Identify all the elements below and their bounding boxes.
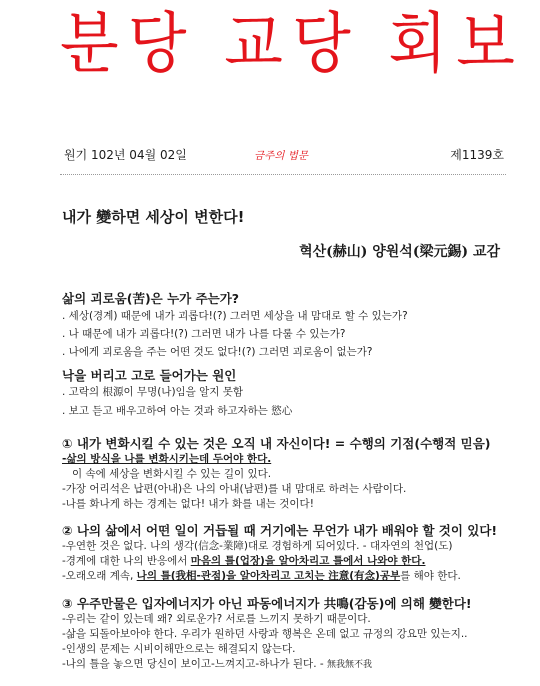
issue-info bbox=[64, 146, 504, 164]
section1-line: . 나 때문에 내가 괴롭다!(?) 그러면 내가 나를 다룰 수 있는가? bbox=[62, 328, 346, 340]
point2-line bbox=[62, 569, 461, 584]
point3-line-text: -나의 틀을 놓으면 당신이 보이고-느껴지고-하나가 된다. - bbox=[62, 658, 328, 670]
masthead-title: 분당 교당 회보 bbox=[60, 5, 525, 82]
point1-line: -가장 어리석은 납편(아내)은 나의 아내(남편)를 내 맘대로 하려는 사람이다. bbox=[62, 483, 407, 495]
article-author: 혁산(赫山) 양원석(梁元錫) 교감 bbox=[299, 244, 500, 260]
point2-line-emphasis: 마음의 틀(업장)을 알아차리고 틀에서 나와야 한다. bbox=[190, 555, 426, 567]
point2-line-text: -경계에 대한 나의 반응에서 bbox=[62, 555, 191, 567]
point3-line-hanja: 無我無不我 bbox=[327, 660, 373, 670]
point2-line-text: 를 해야 한다. bbox=[400, 570, 461, 582]
point3-line bbox=[62, 657, 372, 673]
point1-line: -나를 화나게 하는 경계는 없다! 내가 화를 내는 것이다! bbox=[62, 498, 314, 510]
point3-heading: ③ 우주만물은 입자에너지가 아닌 파동에너지가 共鳴(감동)에 의해 變한다! bbox=[62, 596, 472, 611]
weekly-dharma-label: 금주의 법문 bbox=[254, 150, 309, 162]
divider bbox=[60, 174, 506, 175]
issue-date: 원기 102년 04월 02일 bbox=[64, 148, 187, 162]
point2-heading: ② 나의 삶에서 어떤 일이 거듭될 때 거기에는 무언가 내가 배워야 할 것이 있다! bbox=[62, 523, 498, 538]
point1-line: 이 속에 세상을 변화시킬 수 있는 길이 있다. bbox=[72, 468, 272, 480]
point2-line bbox=[62, 554, 425, 569]
point3-line: -우리는 같이 있는데 왜? 외로운가? 서로를 느끼지 못하기 때문이다. bbox=[62, 613, 371, 625]
point2-line: -우연한 것은 없다. 나의 생각(信念-業障)대로 경험하게 되어있다. - 대자연의 천업(도) bbox=[62, 540, 453, 552]
section-heading-suffering: 삶의 괴로움(苦)은 누가 주는가? bbox=[62, 291, 240, 306]
point2-line-emphasis: 나의 틀(我相-관점)을 알아차리고 고치는 注意(有念)공부 bbox=[136, 570, 401, 582]
point3-line: -인생의 문제는 시비이해만으로는 해결되지 않는다. bbox=[62, 643, 296, 655]
section-heading-cause: 낙을 버리고 고로 들어가는 원인 bbox=[62, 368, 237, 383]
point1-heading: ① 내가 변화시킬 수 있는 것은 오직 내 자신이다! = 수행의 기점(수행적 믿음) bbox=[62, 436, 491, 451]
issue-number: 제1139호 bbox=[450, 148, 504, 162]
point1-line: -삶의 방식을 나를 변화시키는데 두어야 한다. bbox=[62, 453, 272, 465]
section1-line: . 세상(경계) 때문에 내가 괴롭다!(?) 그러면 세상을 내 맘대로 할 수 있는가? bbox=[62, 310, 408, 322]
section1-line: . 나에게 괴로움을 주는 어떤 것도 없다!(?) 그러면 괴로움이 없는가? bbox=[62, 346, 373, 358]
section2-line: . 보고 듣고 배우고하여 아는 것과 하고자하는 慾心 bbox=[62, 405, 293, 417]
article-title: 내가 變하면 세상이 변한다! bbox=[62, 208, 245, 226]
point2-line-text: -오래오래 계속, bbox=[62, 570, 137, 582]
point3-line: -삶을 되돌아보아야 한다. 우리가 원하던 사랑과 행복은 온데 없고 규정의 강요만 있는지.. bbox=[62, 628, 468, 640]
section2-line: . 고락의 根源이 무명(나)임을 알지 못함 bbox=[62, 386, 244, 398]
